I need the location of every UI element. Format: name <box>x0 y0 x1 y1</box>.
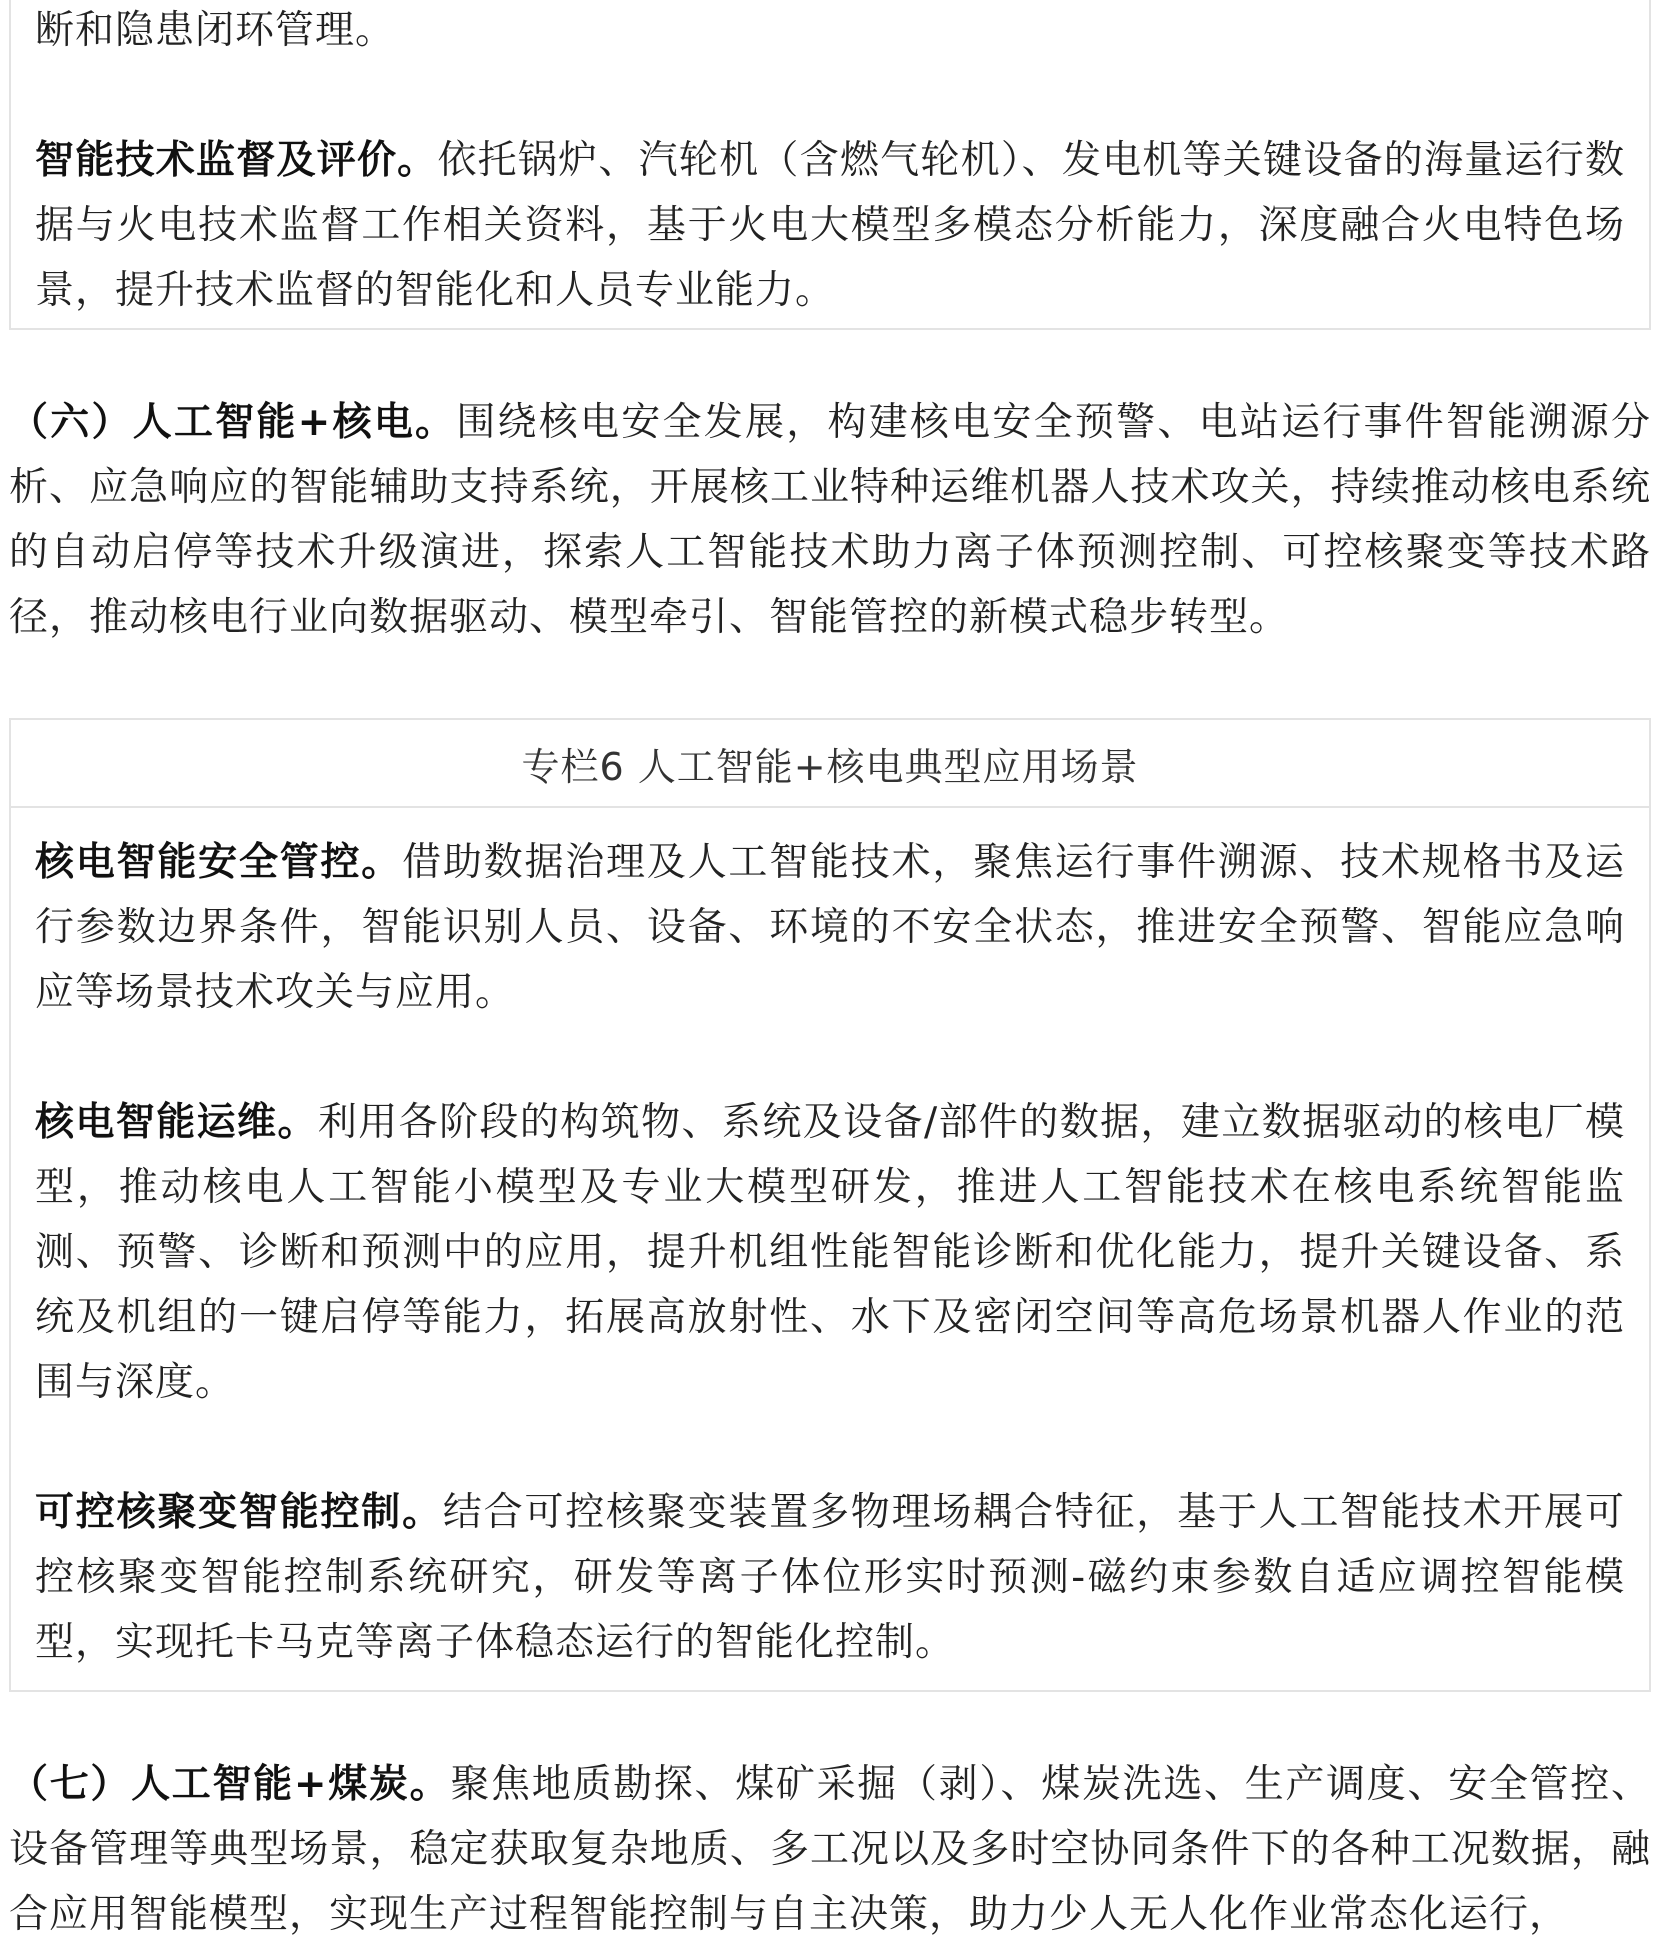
section-seven <box>9 1752 1651 1947</box>
column-box-nuclear <box>9 718 1651 1692</box>
column-header: 专栏6 人工智能+核电典型应用场景 <box>11 720 1649 808</box>
column-box-top <box>9 0 1651 330</box>
column-item-safety-control <box>35 830 1625 1025</box>
section-six-paragraph <box>9 390 1651 650</box>
section-six <box>9 390 1651 650</box>
section-six-title: （六）人工智能+核电。 <box>9 400 457 445</box>
section-seven-paragraph <box>9 1752 1651 1947</box>
item-body: 依托锅炉、汽轮机（含燃气轮机）、发电机等关键设备的海量运行数据与火电技术监督工作相关资料，基于火电大模型多模态分析能力，深度融合火电特色场景，提升技术监督的智能化和人员专业能力。 <box>35 138 1625 313</box>
column-item-maintenance <box>35 1090 1625 1415</box>
item-title: 核电智能安全管控。 <box>35 840 403 885</box>
column-fragment-text: 断和隐患闭环管理。 <box>35 8 396 53</box>
column-item-tech-supervision <box>35 128 1625 323</box>
item-body: 利用各阶段的构筑物、系统及设备/部件的数据，建立数据驱动的核电厂模型，推动核电人工智能小模型及专业大模型研发，推进人工智能技术在核电系统智能监测、预警、诊断和预测中的应用，提升机组性能智能诊断和优化能力，提升关键设备、系统及机组的一键启停等能力，拓展高放射性、水下及密闭空间等高危场景机器人作业的范围与深度。 <box>35 1100 1625 1405</box>
section-six-body: 围绕核电安全发展，构建核电安全预警、电站运行事件智能溯源分析、应急响应的智能辅助支持系统，开展核工业特种运维机器人技术攻关，持续推动核电系统的自动启停等技术升级演进，探索人工智能技术助力离子体预测控制、可控核聚变等技术路径，推动核电行业向数据驱动、模型牵引、智能管控的新模式稳步转型。 <box>9 400 1651 640</box>
section-seven-body: 聚焦地质勘探、煤矿采掘（剥）、煤炭洗选、生产调度、安全管控、设备管理等典型场景，稳定获取复杂地质、多工况以及多时空协同条件下的各种工况数据，融合应用智能模型，实现生产过程智能控制与自主决策，助力少人无人化作业常态化运行， <box>9 1762 1651 1937</box>
item-title: 核电智能运维。 <box>35 1100 318 1145</box>
section-seven-title: （七）人工智能+煤炭。 <box>9 1762 451 1807</box>
item-body: 借助数据治理及人工智能技术，聚焦运行事件溯源、技术规格书及运行参数边界条件，智能识别人员、设备、环境的不安全状态，推进安全预警、智能应急响应等场景技术攻关与应用。 <box>35 840 1625 1015</box>
column-body <box>11 830 1649 1675</box>
item-title: 智能技术监督及评价。 <box>35 138 438 183</box>
item-body: 结合可控核聚变装置多物理场耦合特征，基于人工智能技术开展可控核聚变智能控制系统研究，研发等离子体位形实时预测-磁约束参数自适应调控智能模型，实现托卡马克等离子体稳态运行的智能化控制。 <box>35 1490 1625 1665</box>
item-title: 可控核聚变智能控制。 <box>35 1490 443 1535</box>
column-item-fusion-control <box>35 1480 1625 1675</box>
